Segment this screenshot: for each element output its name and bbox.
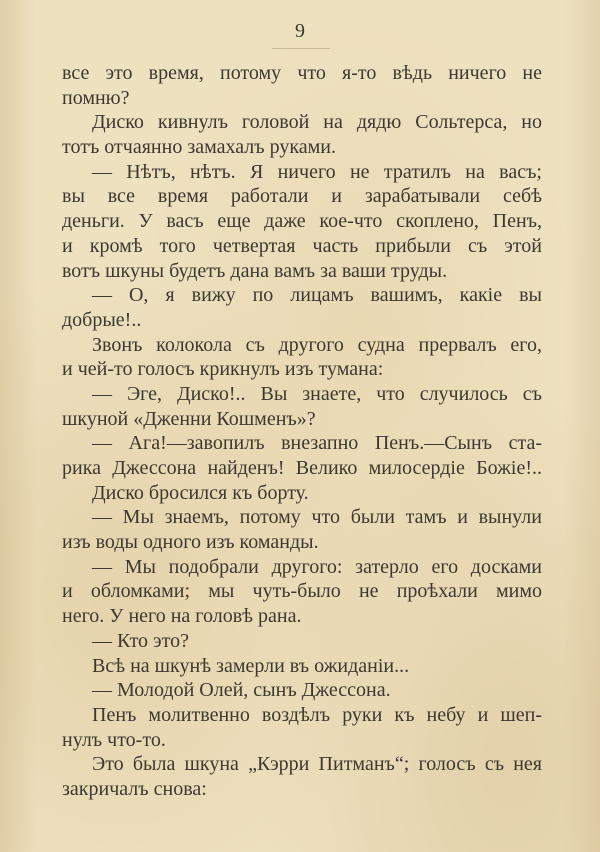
- text-line: Диско кивнулъ головой на дядю Сольтерса, но: [92, 111, 542, 134]
- text-line: — Мы подобрали другого: затерло его досками: [92, 555, 542, 578]
- header-rule: [272, 48, 330, 49]
- text-line: и чей-то голосъ крикнулъ изъ тумана:: [62, 358, 384, 381]
- text-line: — О, я вижу по лицамъ вашимъ, какіе вы: [92, 284, 542, 307]
- text-line: и кромѣ того четвертая часть прибыли съ этой: [62, 234, 542, 257]
- text-line: деньги. У васъ еще даже кое-что скоплено, Пенъ,: [62, 210, 542, 233]
- body-text: [62, 61, 542, 802]
- text-line: Всѣ на шкунѣ замерли въ ожиданіи...: [92, 654, 410, 677]
- text-line: все это время, потому что я-то вѣдь ничего не: [62, 62, 542, 84]
- text-line: — Мы знаемъ, потому что были тамъ и вынули: [92, 506, 542, 529]
- text-line: вотъ шкуны будетъ дана вамъ за ваши труды.: [62, 259, 448, 282]
- text-line: — Молодой Олей, сынъ Джессона.: [92, 679, 391, 702]
- text-line: рика Джессона найденъ! Велико милосердіе Божіе!..: [62, 457, 542, 479]
- text-line: вы все время работали и зарабатывали себѣ: [62, 185, 542, 208]
- text-line: — Ага!—завопилъ внезапно Пенъ.—Сынъ ста-: [92, 432, 542, 455]
- text-line: Пенъ молитвенно воздѣлъ руки къ небу и шеп-: [92, 703, 542, 726]
- text-line: нулъ что-то.: [62, 728, 166, 751]
- text-line: Это была шкуна „Кэрри Питманъ“; голосъ съ нея: [92, 753, 542, 776]
- text-line: — Эге, Диско!.. Вы знаете, что случилось съ: [92, 382, 542, 405]
- text-line: изъ воды одного изъ команды.: [62, 531, 319, 554]
- text-line: добрые!..: [62, 308, 142, 331]
- text-line: закричалъ снова:: [62, 777, 207, 800]
- text-line: и обломками; мы чуть-было не проѣхали мимо: [62, 580, 542, 603]
- text-line: шкуной «Дженни Кошменъ»?: [62, 407, 316, 430]
- text-line: Диско бросился къ борту.: [92, 481, 309, 504]
- page-number: 9: [295, 20, 305, 42]
- text-line: него. У него на головѣ рана.: [62, 605, 302, 628]
- text-line: Звонъ колокола съ другого судна прервалъ его,: [92, 333, 542, 356]
- text-line: тотъ отчаянно замахалъ руками.: [62, 136, 336, 159]
- text-line: помню?: [62, 86, 130, 109]
- text-line: — Кто это?: [92, 629, 189, 652]
- text-line: — Нѣтъ, нѣтъ. Я ничего не тратилъ на васъ;: [92, 160, 542, 183]
